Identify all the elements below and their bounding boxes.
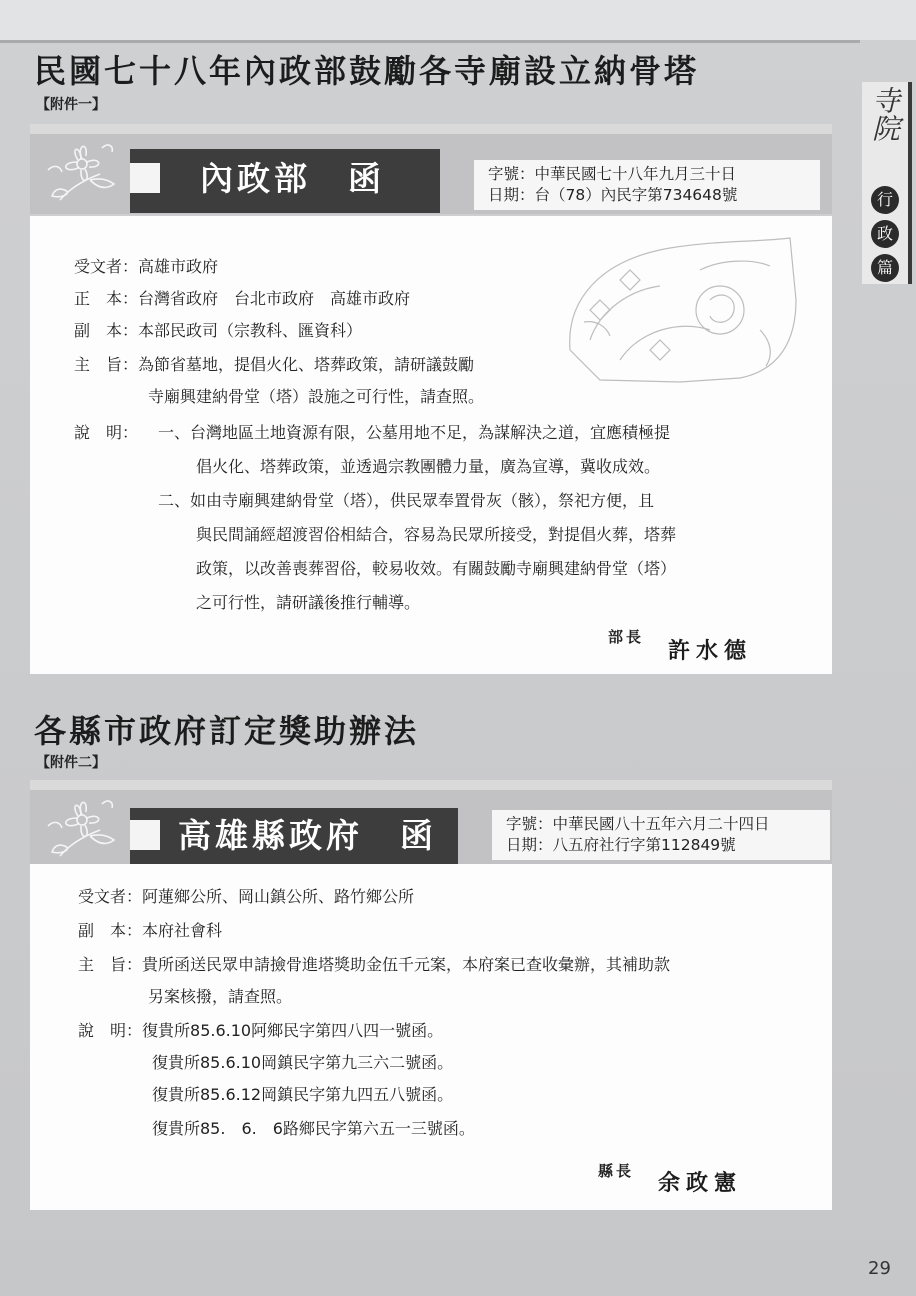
row-text: 台灣省政府 台北市政府 高雄市政府	[138, 289, 411, 308]
row-text: 寺廟興建納骨堂（塔）設施之可行性，請查照。	[148, 387, 485, 406]
signer-name: 許水德	[668, 638, 753, 664]
carving-illustration	[560, 230, 800, 390]
row-text: 倡火化、塔葬政策，並透過宗教團體力量，廣為宣導，冀收成效。	[196, 457, 661, 476]
row-text: 本府社會科	[142, 921, 223, 940]
letter-row	[196, 524, 676, 546]
row-label: 正 本：	[74, 289, 139, 308]
attachment-label: 【附件一】	[36, 97, 106, 113]
letter-row	[78, 886, 414, 908]
side-tab-circle: 篇	[871, 254, 899, 282]
row-text: 貴所函送民眾申請撿骨進塔獎助金伍千元案，本府案已查收彙辦，其補助款	[142, 955, 671, 974]
row-text: 復貴所85.6.10阿鄉民字第四八四一號函。	[142, 1021, 444, 1040]
row-text: 復貴所85. 6. 6路鄉民字第六五一三號函。	[152, 1119, 475, 1138]
side-tab-circle: 政	[871, 220, 899, 248]
signer-title: 部長	[608, 628, 645, 646]
letter-row	[74, 288, 410, 310]
letter-row	[74, 320, 362, 342]
letter-body	[30, 864, 832, 1210]
letter-office: 內政部 函	[200, 159, 385, 198]
top-strip	[0, 0, 916, 40]
letter-row	[74, 256, 218, 278]
letter-body	[30, 216, 832, 674]
side-tab-title: 寺院	[868, 86, 901, 142]
letter-header	[30, 124, 832, 214]
side-tab-circle: 行	[871, 186, 899, 214]
row-text: 阿蓮鄉公所、岡山鎮公所、路竹鄉公所	[142, 887, 415, 906]
title-square	[130, 820, 160, 850]
letter-header	[30, 780, 832, 864]
letter-row	[196, 558, 676, 580]
row-text: 政策，以改善喪葬習俗，較易收效。有關鼓勵寺廟興建納骨堂（塔）	[196, 559, 677, 578]
letter-row	[74, 354, 474, 376]
reference-line: 字號：中華民國八十五年六月二十四日	[506, 815, 770, 833]
letter-row	[78, 920, 222, 942]
header-stripe	[30, 780, 832, 790]
letter-title-block	[130, 149, 440, 213]
reference-line: 字號：中華民國七十八年九月三十日	[488, 165, 737, 183]
row-text: 高雄市政府	[138, 257, 219, 276]
flower-ornament-icon	[40, 786, 124, 866]
letter-row	[148, 386, 484, 408]
letter-row	[152, 1118, 475, 1140]
letter-row	[158, 490, 654, 512]
row-label: 主 旨：	[74, 355, 139, 374]
letter-row	[78, 1020, 443, 1042]
row-text: 復貴所85.6.10岡鎮民字第九三六二號函。	[152, 1053, 454, 1072]
letter-office: 高雄縣政府 函	[178, 816, 437, 855]
row-text: 復貴所85.6.12岡鎮民字第九四五八號函。	[152, 1085, 454, 1104]
row-text: 本部民政司（宗教科、匯資科）	[138, 321, 363, 340]
row-text: 與民間誦經超渡習俗相結合，容易為民眾所接受，對提倡火葬，塔葬	[196, 525, 677, 544]
top-divider	[0, 40, 860, 43]
letter-row	[196, 592, 420, 614]
reference-line: 日期：八五府社行字第112849號	[506, 836, 736, 854]
row-text: 一、台灣地區土地資源有限，公墓用地不足，為謀解決之道，宜應積極提	[158, 423, 671, 442]
row-label: 說 明：	[74, 423, 139, 442]
letter-row	[152, 1052, 453, 1074]
flower-ornament-icon	[40, 130, 124, 210]
signer-name: 余政憲	[658, 1170, 743, 1196]
row-text: 另案核撥，請查照。	[148, 987, 293, 1006]
chapter-side-tab	[862, 82, 912, 284]
reference-box	[474, 160, 820, 210]
section-title: 民國七十八年內政部鼓勵各寺廟設立納骨塔	[34, 52, 700, 90]
row-label: 受文者：	[74, 257, 139, 276]
row-label: 受文者：	[78, 887, 143, 906]
row-label: 副 本：	[74, 321, 139, 340]
header-stripe	[30, 124, 832, 134]
letter-row	[196, 456, 660, 478]
letter-title-block	[130, 808, 458, 864]
row-label: 主 旨：	[78, 955, 143, 974]
reference-box	[492, 810, 830, 860]
section-title: 各縣市政府訂定獎助辦法	[34, 712, 420, 750]
row-text: 之可行性，請研議後推行輔導。	[196, 593, 421, 612]
row-text: 為節省墓地，提倡火化、塔葬政策，請研議鼓勵	[138, 355, 475, 374]
row-text: 二、如由寺廟興建納骨堂（塔），供民眾奉置骨灰（骸），祭祀方便，且	[158, 491, 655, 510]
reference-line: 日期：台（78）內民字第734648號	[488, 186, 738, 204]
title-square	[130, 163, 160, 193]
letter-row	[78, 954, 670, 976]
attachment-label: 【附件二】	[36, 755, 106, 771]
signer-title: 縣長	[598, 1162, 635, 1180]
letter-row	[148, 986, 292, 1008]
page-number: 29	[868, 1258, 891, 1279]
row-label: 副 本：	[78, 921, 143, 940]
letter-row	[152, 1084, 453, 1106]
row-label: 說 明：	[78, 1021, 143, 1040]
letter-row	[74, 422, 670, 444]
